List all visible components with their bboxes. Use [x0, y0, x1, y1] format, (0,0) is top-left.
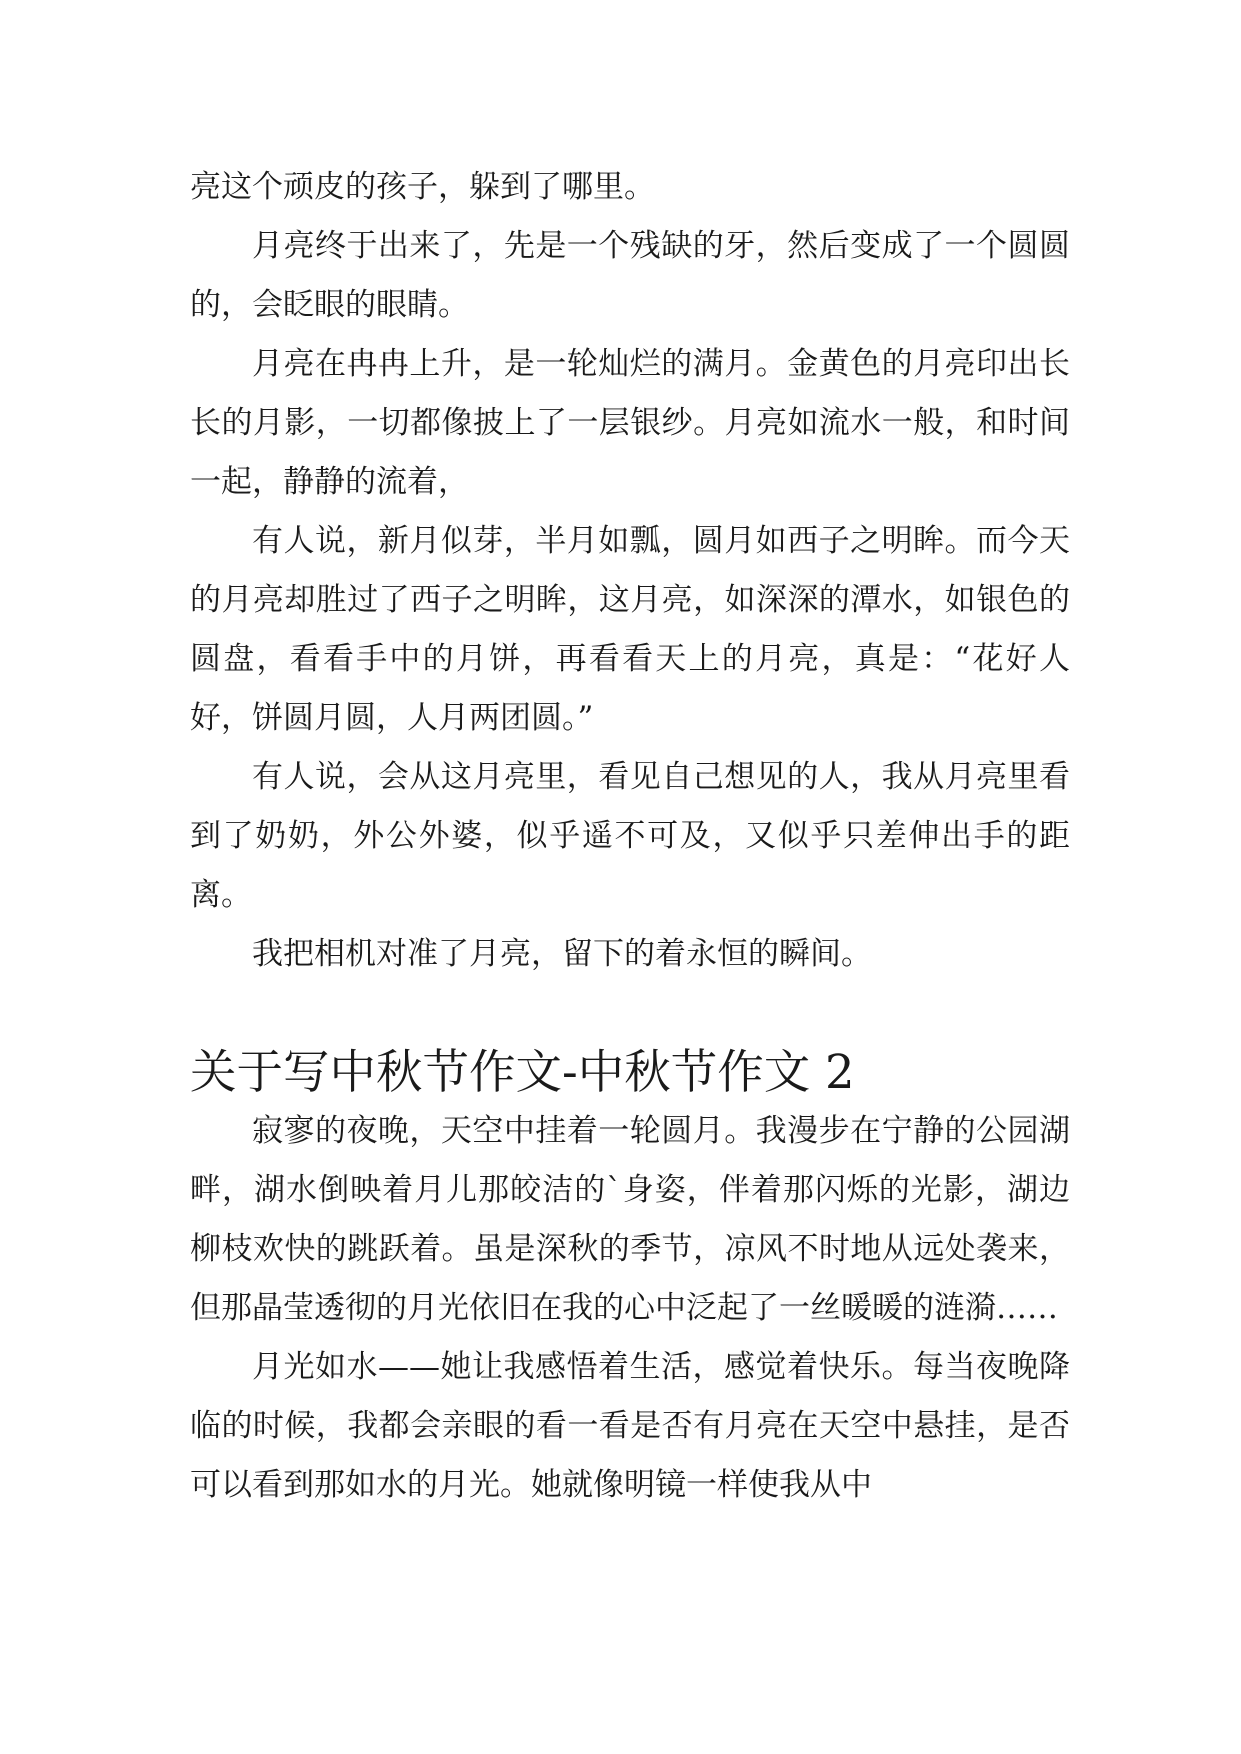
paragraph-8: 月光如水——她让我感悟着生活，感觉着快乐。每当夜晚降临的时候，我都会亲眼的看一看是否有月亮在天空中悬挂，是否可以看到那如水的月光。她就像明镜一样使我从中: [190, 1349, 1070, 1503]
section-title: 关于写中秋节作文-中秋节作文 2: [190, 1045, 855, 1099]
paragraph-6: 我把相机对准了月亮，留下的着永恒的瞬间。: [252, 936, 872, 972]
paragraph-7: 寂寥的夜晚，天空中挂着一轮圆月。我漫步在宁静的公园湖畔，湖水倒映着月儿那皎洁的`身姿，伴着那闪烁的光影，湖边柳枝欢快的跳跃着。虽是深秋的季节，凉风不时地从远处袭来，但那晶莹透彻的月光依旧在我的心中泛起了一丝暖暖的涟漪……: [190, 1113, 1070, 1326]
paragraph-3: 月亮在冉冉上升，是一轮灿烂的满月。金黄色的月亮印出长长的月影，一切都像披上了一层银纱。月亮如流水一般，和时间一起，静静的流着，: [190, 346, 1070, 500]
paragraph-4: 有人说，新月似芽，半月如瓢，圆月如西子之明眸。而今天的月亮却胜过了西子之明眸，这月亮，如深深的潭水，如银色的圆盘，看看手中的月饼，再看看天上的月亮，真是：“花好人好，饼圆月圆，人月两团圆。”: [190, 523, 1070, 736]
document-page: [190, 158, 1070, 1515]
paragraph-2: 月亮终于出来了，先是一个残缺的牙，然后变成了一个圆圆的，会眨眼的眼睛。: [190, 228, 1070, 323]
paragraph-5: 有人说，会从这月亮里，看见自己想见的人，我从月亮里看到了奶奶，外公外婆，似乎遥不可及，又似乎只差伸出手的距离。: [190, 759, 1070, 913]
paragraph-1: 亮这个顽皮的孩子，躲到了哪里。: [190, 169, 655, 205]
